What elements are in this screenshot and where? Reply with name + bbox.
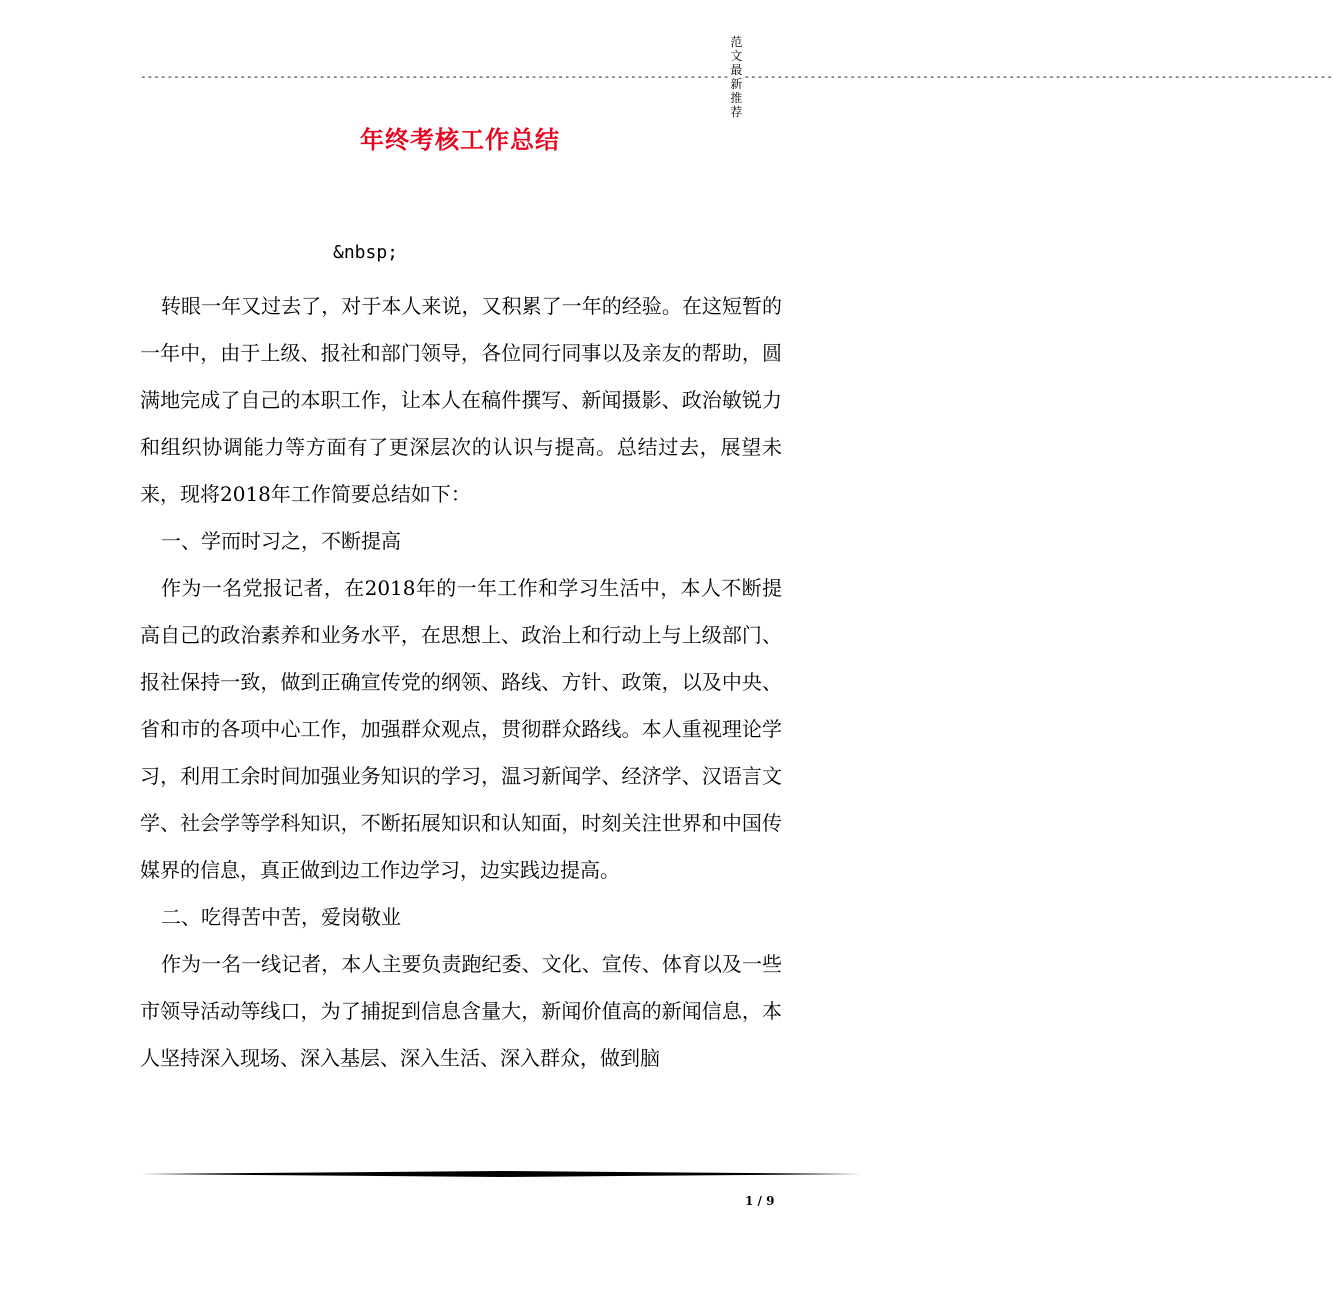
page-number: 1 / 9 [745,1194,775,1208]
header-dashes-right: ----------------------------------------------------------------------------------------- [743,70,1333,83]
header-dashes-left: ----------------------------------------------------------------------------------------- [140,70,730,83]
paragraph-section-1: 作为一名党报记者，在2018年的一年工作和学习生活中，本人不断提高自己的政治素养和业务水平，在思想上、政治上和行动上与上级部门、报社保持一致，做到正确宣传党的纲领、路线、方针、政策，以及中央、省和市的各项中心工作，加强群众观点，贯彻群众路线。本人重视理论学习，利用工余时间加强业务知识的学习，温习新闻学、经济学、汉语言文学、社会学等学科知识，不断拓展知识和认知面，时刻关注世界和中国传媒界的信息，真正做到边工作边学习，边实践边提高。 [140,576,782,882]
document-title: 年终考核工作总结 [360,126,560,154]
header-label: 范文最新推荐 [730,35,743,119]
section-heading-2: 二、吃得苦中苦，爱岗敬业 [161,905,401,929]
footer-rule [140,1170,862,1178]
paragraph-intro: 转眼一年又过去了，对于本人来说，又积累了一年的经验。在这短暂的一年中，由于上级、报社和部门领导，各位同行同事以及亲友的帮助，圆满地完成了自己的本职工作，让本人在稿件撰写、新闻摄影、政治敏锐力和组织协调能力等方面有了更深层次的认识与提高。总结过去，展望未来，现将2018年工作简要总结如下： [140,294,782,506]
header-line [140,35,1333,119]
nbsp-text: &nbsp; [333,242,399,263]
section-heading-1: 一、学而时习之，不断提高 [161,529,401,553]
document-body [140,283,782,1082]
paragraph-section-2: 作为一名一线记者，本人主要负责跑纪委、文化、宣传、体育以及一些市领导活动等线口，为了捕捉到信息含量大，新闻价值高的新闻信息，本人坚持深入现场、深入基层、深入生活、深入群众，做到脑 [140,952,782,1070]
